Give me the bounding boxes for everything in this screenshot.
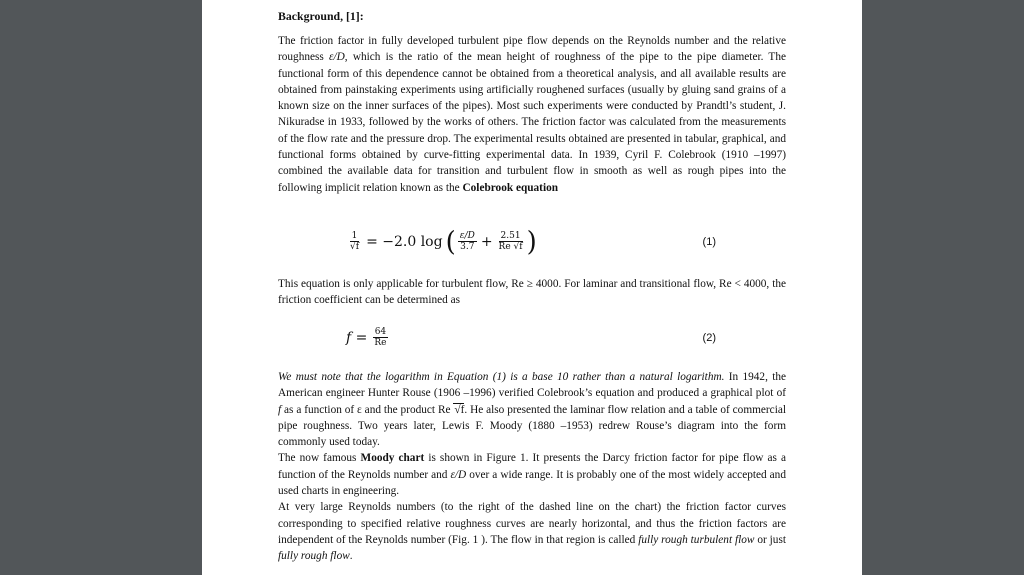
italic-fully-rough: fully rough flow [278,550,350,563]
close-paren: ) [526,226,537,258]
paragraph-applicability: This equation is only applicable for turbulent flow, Re ≥ 4000. For laminar and transitional flow, Re < 4000, the friction coefficient can be determined as [278,278,786,307]
fraction-denominator: Re [374,338,387,348]
fraction-denominator: √f [350,242,360,252]
text-run: over a wide range. It is probably one of the most widely accepted and used charts in engineering. [278,468,786,498]
text-run: , which is the ratio of the mean height of roughness of the pipe to the pipe diameter. The functional form of this dependence cannot be obtained from a theoretical analysis, and all available results are obtained from painstaking experiments using artificially roughened surfaces (usually by gluing sand grains of a known size on the inner surfaces of the pipes). Most such experiments were conducted by Prandtl’s student, J. Nikuradse in 1933, followed by the works of others. The friction factor was calculated from the measurements of the flow rate and the pressure drop. The experimental results obtained are presented in tabular, graphical, and functional forms obtained by curve-fitting experimental data. In 1939, Cyril F. Colebrook (1910 –1997) combined the available data for transition and turbulent flow in smooth as well as rough pipes into the following implicit relation known as the [278,51,786,194]
fraction-lhs [348,231,361,253]
text-run: At very large Reynolds numbers (to the right of the dashed line on the chart) the friction factor curves corresponding to specified relative roughness curves are nearly horizontal, and thus the friction factors are independent of the Reynolds number (Fig. 1 ). The flow in that region is called [278,501,786,546]
bold-moody-chart: Moody chart [360,452,425,465]
text-run: The now famous [278,452,361,465]
f-variable: f [278,403,282,416]
bold-colebrook: Colebrook equation [462,181,559,194]
paragraph-moody [278,369,786,565]
fraction-numerator: ε/D [459,231,475,241]
sqrt-f: √f [454,403,465,416]
paragraph-rouse [278,369,786,450]
open-paren: ( [445,226,456,258]
equation-colebrook [278,222,786,262]
paragraph-moody-chart [278,450,786,499]
fraction-laminar [372,327,388,349]
fraction-reynolds [497,231,525,253]
roughness-symbol: ε/D [450,468,467,481]
fraction-roughness [458,231,477,253]
roughness-symbol: ε/D [329,51,345,64]
equation-middle: = −2.0 log [366,233,443,250]
paragraph-fully-rough [278,499,786,564]
text-run: is shown in Figure 1. It presents the Darcy friction factor for pipe flow as a function of the Reynolds number and [278,452,787,481]
text-run: In 1942, the American engineer Hunter Rouse (1906 –1996) verified Colebrook’s equation and produced a graphical plot of [278,371,787,400]
italic-note: We must note that the logarithm in Equation (1) is a base 10 rather than a natural logarithm. [278,371,725,383]
equation-body [346,222,537,262]
text-run: or just [754,533,786,546]
fraction-numerator: 64 [374,327,387,337]
text-run: . He also presented the laminar flow relation and a table of commercial pipe roughness. Two years later, Lewis F. Moody (1880 –1953) redrew Rouse’s diagram into the form commonly used today. [278,403,786,449]
plus-sign: + [480,233,493,250]
equation-number: (1) [702,235,716,248]
fraction-numerator: 1 [351,231,358,241]
equation-lhs: f = [346,329,368,346]
text-run: The friction factor in fully developed turbulent pipe flow depends on the Reynolds number and the relative roughness [278,35,786,64]
fraction-numerator: 2.51 [500,231,521,241]
section-heading: Background, [1]: [278,9,364,23]
text-run: as a function of ε and the product Re [281,403,454,416]
equation-laminar [278,318,786,358]
paragraph-friction-factor [278,33,786,196]
document-page [202,0,862,575]
equation-body [346,318,390,358]
text-run: . [349,550,353,563]
italic-fully-rough-turbulent: fully rough turbulent flow [638,533,755,546]
fraction-denominator: Re √f [498,242,523,252]
equation-number: (2) [702,331,716,344]
fraction-denominator: 3.7 [460,242,475,252]
